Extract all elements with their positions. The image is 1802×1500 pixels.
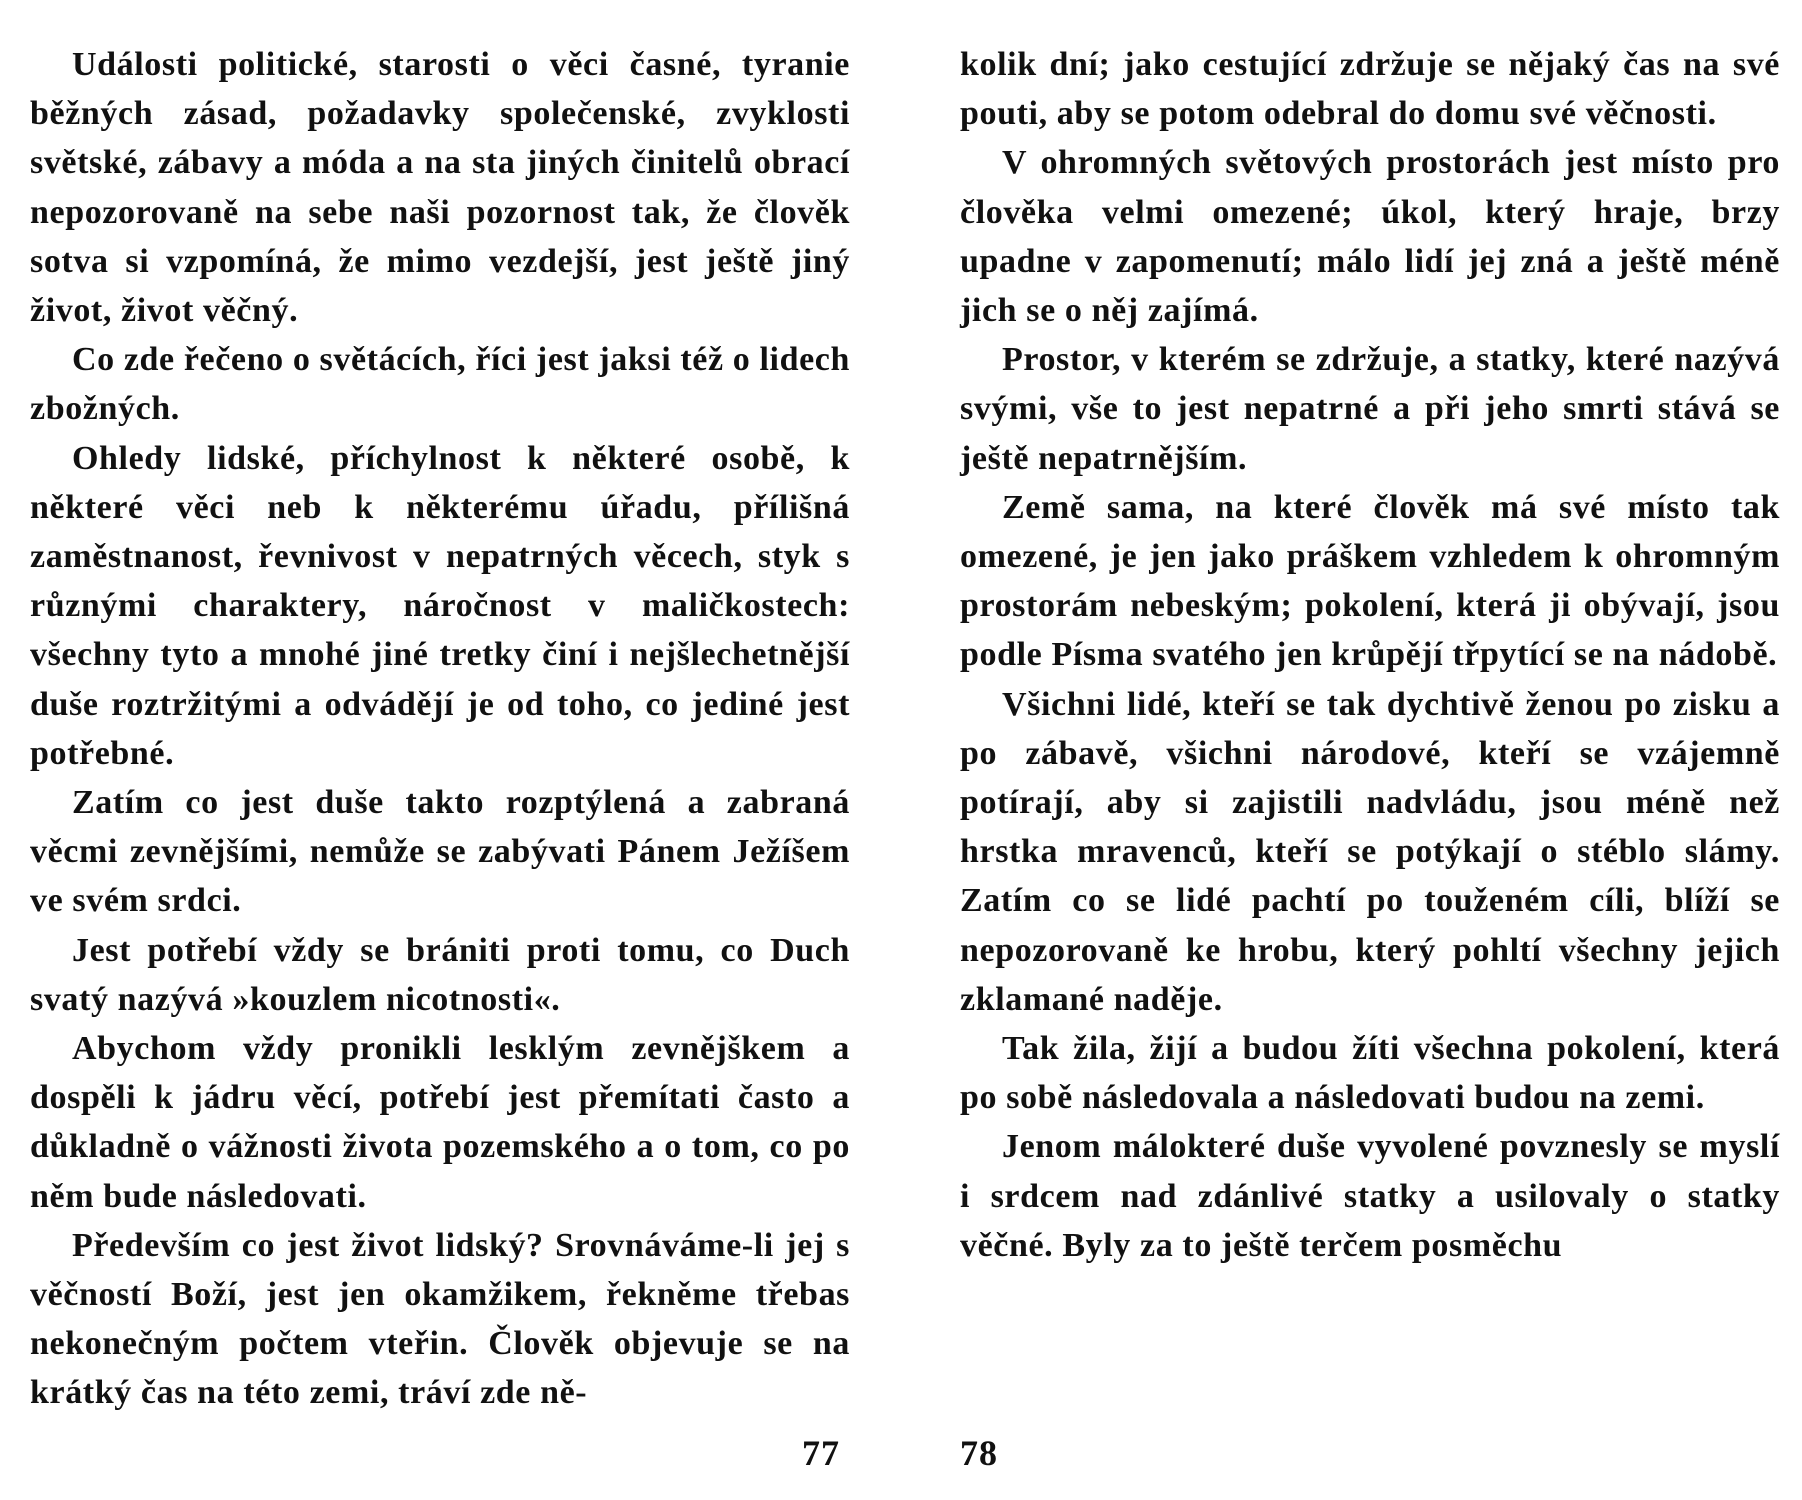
left-page <box>30 40 850 1418</box>
paragraph: Především co jest život lidský? Srovnáváme-li jej s věčností Boží, jest jen okamžikem, řekněme třebas nekonečným počtem vteřin. Člověk objevuje se na krátký čas na této zemi, tráví zde ně- <box>30 1226 850 1412</box>
page-number-right: 78 <box>960 1433 998 1473</box>
paragraph: Jenom málokteré duše vyvolené povznesly se myslí i srdcem nad zdánlivé statky a usilovaly o statky věčné. Byly za to ještě terčem posměchu <box>960 1128 1780 1264</box>
paragraph: V ohromných světových prostorách jest místo pro člověka velmi omezené; úkol, který hraje, brzy upadne v zapomenutí; málo lidí jej zná a ještě méně jich se o něj zajímá. <box>960 144 1780 330</box>
right-page <box>960 40 1780 1270</box>
paragraph: Zatím co jest duše takto rozptýlená a zabraná věcmi zevnějšími, nemůže se zabývati Pánem Ježíšem ve svém srdci. <box>30 784 850 920</box>
page-number-left: 77 <box>802 1433 840 1473</box>
paragraph: Země sama, na které člověk má své místo tak omezené, je jen jako práškem vzhledem k ohromným prostorám nebeským; pokolení, která ji obývají, jsou podle Písma svatého jen krůpějí třpytící se na nádobě. <box>960 488 1780 674</box>
paragraph: Všichni lidé, kteří se tak dychtivě ženou po zisku a po zábavě, všichni národové, kteří se vzájemně potírají, aby si zajistili nadvládu, jsou méně než hrstka mravenců, kteří se potýkají o stéblo slámy. Zatím co se lidé pachtí po touženém cíli, blíží se nepozorovaně ke hrobu, který pohltí všechny jejich zklamané naděje. <box>960 685 1780 1018</box>
paragraph: Ohledy lidské, příchylnost k některé osobě, k některé věci neb k některému úřadu, přílišná zaměstnanost, řevnivost v nepatrných věcech, styk s různými charaktery, náročnost v maličkostech: všechny tyto a mnohé jiné tretky činí i nejšlechetnější duše roztržitými a odvádějí je od toho, co jediné jest potřebné. <box>30 439 850 772</box>
paragraph: Tak žila, žijí a budou žíti všechna pokolení, která po sobě následovala a následovati budou na zemi. <box>960 1030 1780 1117</box>
paragraph: Prostor, v kterém se zdržuje, a statky, které nazývá svými, vše to jest nepatrné a při jeho smrti stává se ještě nepatrnějším. <box>960 341 1780 477</box>
paragraph: Abychom vždy pronikli lesklým zevnějškem a dospěli k jádru věcí, potřebí jest přemítati často a důkladně o vážnosti života pozemského a o tom, co po něm bude následovati. <box>30 1030 850 1215</box>
continuation-paragraph: kolik dní; jako cestující zdržuje se nějaký čas na své pouti, aby se potom odebral do domu své věčnosti. <box>960 46 1780 133</box>
paragraph: Co zde řečeno o světácích, říci jest jaksi též o lidech zbožných. <box>30 341 850 428</box>
paragraph: Události politické, starosti o věci časné, tyranie běžných zásad, požadavky společenské, zvyklosti světské, zábavy a móda a na sta jiných činitelů obrací nepozorovaně na sebe naši pozornost tak, že člověk sotva si vzpomíná, že mimo vezdejší, jest ještě jiný život, život věčný. <box>30 46 850 330</box>
paragraph: Jest potřebí vždy se brániti proti tomu, co Duch svatý nazývá »kouzlem nicotnosti«. <box>30 931 850 1018</box>
